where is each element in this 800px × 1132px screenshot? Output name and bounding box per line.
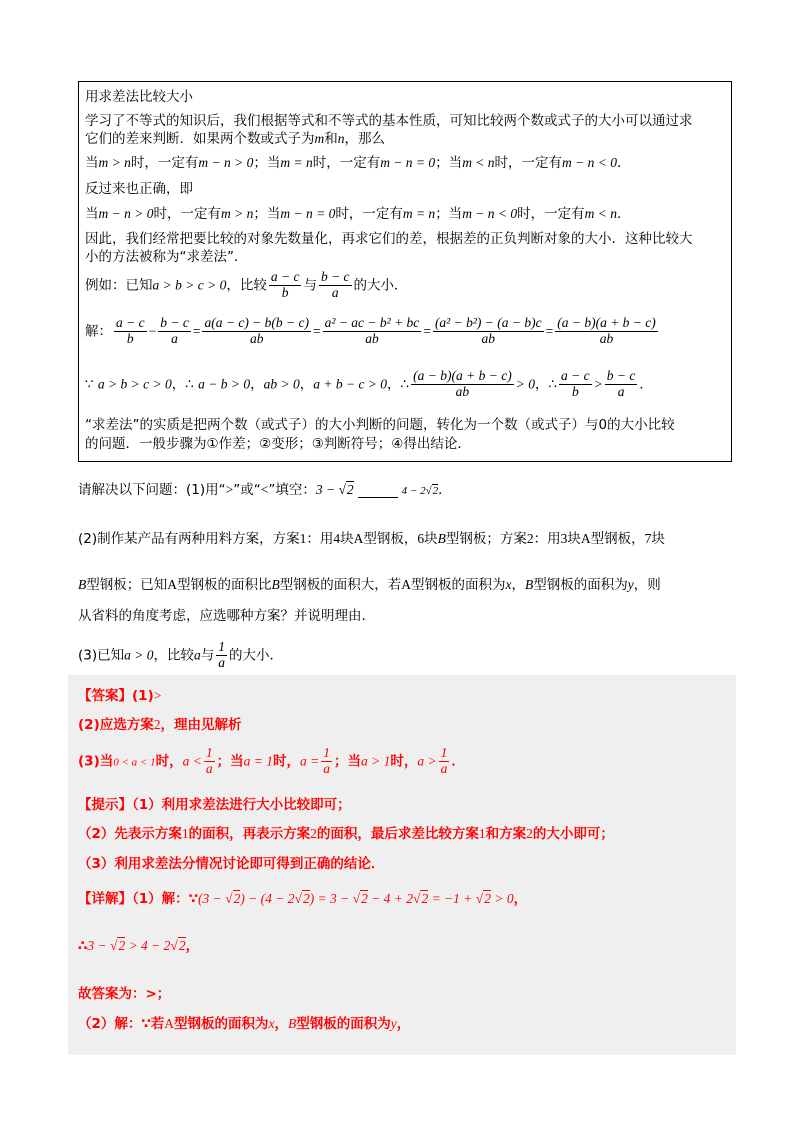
answer-blank[interactable] (358, 497, 398, 498)
hint-1: 【提示】（1）利用求差法进行大小比较即可； (78, 797, 351, 813)
question-3: (3)已知a > 0，比较a与 $\frac{1}{a}$ 的大小． (78, 639, 283, 670)
detail-3: 故答案为：>； (78, 986, 171, 1002)
answer-1: 【答案】(1)> (78, 688, 162, 704)
conclusion-line: ∵ a > b > c > 0，∴ a − b > 0，ab > 0，a + b − c > 0，∴ $\frac{(a - b)(a + b - c)}{ab}$ > 0，∴ $\frac{a - c}{b}$ > $\frac{b - c}{a}$ ． (85, 368, 653, 399)
hint-3: （3）利用求差法分情况讨论即可得到正确的结论． (78, 856, 385, 872)
converse-line: 反过来也正确，即 (85, 181, 193, 197)
detail-4: （2）解：∵若A型钢板的面积为x，B型钢板的面积为y， (78, 1016, 411, 1032)
intro-line-1: 学习了不等式的知识后，我们根据等式和不等式的基本性质，可知比较两个数或式子的大小可以通过求 (85, 113, 693, 129)
box-title: 用求差法比较大小 (85, 89, 193, 105)
detail-1: 【详解】（1）解：∵(3 − √2) − (4 − 2√2) = 3 − √2 − 4 + 2√2 = −1 + √2 > 0， (78, 891, 528, 907)
problem-box (78, 81, 732, 462)
question-2-line-1: (2)制作某产品有两种用料方案，方案1：用4块A型钢板，6块B型钢板；方案2：用3块A型钢板，7块 (78, 531, 665, 547)
question-1: 请解决以下问题：(1)用“>”或“<”填空：3 − √2 4 − 2√2． (78, 482, 452, 498)
example-line: 例如：已知a > b > c > 0，比较 $\frac{a - c}{b}$ 与 $\frac{b - c}{a}$ 的大小． (85, 269, 408, 300)
therefore-line-1: 因此，我们经常把要比较的对象先数量化，再求它们的差，根据差的正负判断对象的大小．这种比较大 (85, 231, 693, 247)
rule-line-2: 当m − n > 0时，一定有m > n；当m − n = 0时，一定有m = n；当m − n < 0时，一定有m < n． (85, 206, 631, 222)
question-2-line-2: B型钢板；已知A型钢板的面积比B型钢板的面积大，若A型钢板的面积为x，B型钢板的面积为y，则 (78, 577, 661, 593)
question-2-line-3: 从省料的角度考虑，应选哪种方案？并说明理由． (78, 608, 375, 624)
solution-line: 解： $\frac{a - c}{b}$ − $\frac{b - c}{a}$ = $\frac{a(a - c) - b(b - c)}{ab}$ = $\frac{\text{a² − ac − b² + bc}}{ab}$ = $\frac{\text{(a² − b²) − (a − b)c}}{ab}$ = $\frac{(a - b)(a + b - c)}{ab}$ (85, 315, 656, 346)
essence-line-2: 的问题．一般步骤为①作差；②变形；③判断符号；④得出结论． (85, 436, 471, 452)
detail-2: ∴3 − √2 > 4 − 2√2， (78, 938, 200, 954)
hint-2: （2）先表示方案1的面积，再表示方案2的面积，最后求差比较方案1和方案2的大小即可； (78, 826, 614, 842)
answer-2: (2)应选方案2，理由见解析 (78, 717, 242, 733)
rule-line-1: 当m > n时，一定有m − n > 0；当m = n时，一定有m − n = 0；当m < n时，一定有m − n < 0． (85, 155, 631, 171)
answer-3: (3)当0 < a < 1时，a < $\frac{1}{a}$ ；当a = 1时，a = $\frac{1}{a}$ ；当a > 1时，a > $\frac{1}{a}$ ． (78, 745, 465, 776)
therefore-line-2: 小的方法被称为“求差法”． (85, 249, 248, 265)
intro-line-2: 它们的差来判断．如果两个数或式子为m和n，那么 (85, 131, 385, 147)
essence-line-1: “求差法”的实质是把两个数（或式子）的大小判断的问题，转化为一个数（或式子）与0的大小比较 (85, 417, 675, 433)
